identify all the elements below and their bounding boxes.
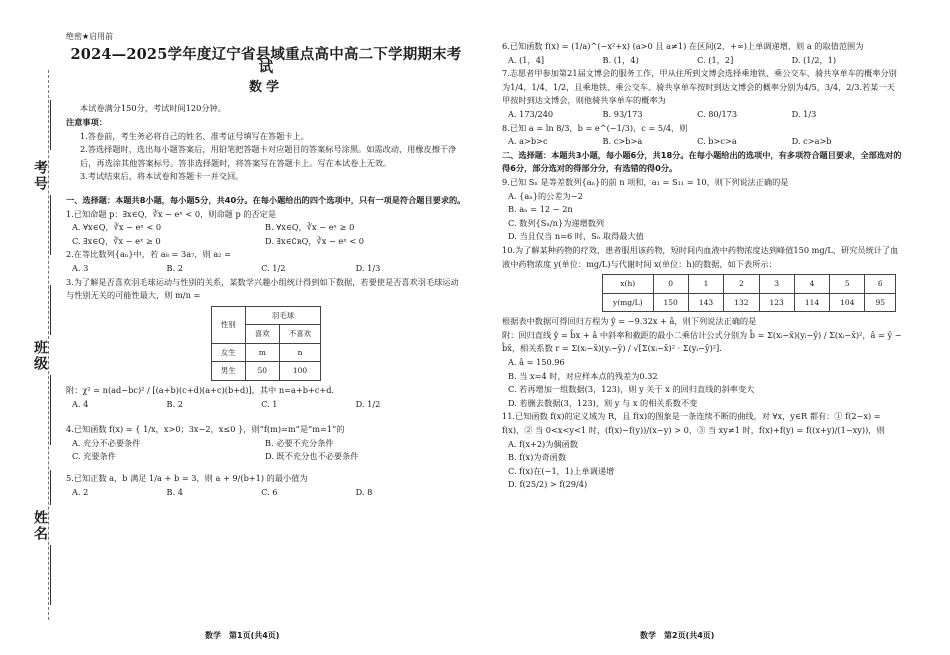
section-2-heading: 二、选择题：本题共3小题，每小题6分，共18分。在每小题给出的选项中，有多项符合题目要求，全部选对的得6分，部分选对的得部分分，有选错的得0分。 bbox=[502, 149, 902, 174]
q9-options bbox=[502, 190, 902, 244]
q2-option-d: D. 1/3 bbox=[355, 262, 381, 273]
q5-options bbox=[66, 486, 466, 500]
q11-stem: 11.已知函数 f(x)的定义域为 R，且 f(x)的图象是一条连续不断的曲线，对 ∀x，y∈R 都有：① f(2−x) = f(x)，② 当 0<x<y<1 时，(f(x)−f(y))/(x−y) > 0，③ 当 xy≠1 时，f(x)+f(y) = f((x+y)/(1−xy))，则 bbox=[502, 411, 885, 436]
kaohao-line-top bbox=[50, 100, 52, 150]
q4-option-d: D. 既不充分也不必要条件 bbox=[265, 451, 359, 462]
q10-table-x-cell: 0 bbox=[653, 275, 688, 294]
q3-option-b: B. 2 bbox=[166, 398, 183, 409]
section-1-heading: 一、选择题：本题共8小题，每小题5分，共40分。在每小题给出的四个选项中，只有一项是符合题目要求的。 bbox=[66, 194, 466, 205]
q11-option-a: A. f(x+2)为偶函数 bbox=[508, 438, 578, 449]
q10-option-d: D. 若删去数据(3，123)，则 y 与 x 的相关系数不变 bbox=[508, 397, 698, 408]
q10-table-x-cell: 3 bbox=[759, 275, 794, 294]
q11-option-d: D. f(25/2) > f(29/4) bbox=[508, 479, 588, 490]
subject-title: 数学 bbox=[248, 79, 283, 95]
note-3: 3.考试结束后，将本试卷和答题卡一并交回。 bbox=[80, 171, 244, 182]
q6-option-a: A. (1，4] bbox=[508, 54, 545, 65]
footer-page-1: 数学 第1页(共4页) bbox=[205, 631, 280, 640]
q10-table-xlabel: x(h) bbox=[603, 275, 654, 294]
q10-table-x-cell: 5 bbox=[830, 275, 865, 294]
q6-options bbox=[502, 54, 902, 68]
q10-table-x-cell: 1 bbox=[688, 275, 723, 294]
q10-table-x-cell: 4 bbox=[794, 275, 829, 294]
q10-text-3: b̂x̄，相关系数 r = Σ(xᵢ−x̄)(yᵢ−ȳ) / √[Σ(xᵢ−x̄)² · Σ(yᵢ−ȳ)²]. bbox=[502, 343, 722, 354]
q1-stem: 1.已知命题 p：∃x∈Q，∛x − eˣ < 0，则命题 p 的否定是 bbox=[66, 208, 277, 219]
q9-stem: 9.已知 Sₙ 是等差数列{aₙ}的前 n 项和，a₁ = S₁₁ = 10，则下列说法正确的是 bbox=[502, 176, 789, 187]
banji-label: 班级 bbox=[32, 340, 48, 372]
q10-options bbox=[502, 356, 902, 410]
q1-option-d: D. ∃x∈∁ʀQ，∛x − eˣ < 0 bbox=[265, 235, 365, 246]
q4-stem: 4.已知函数 f(x) = { 1/x，x>0；3x−2，x≤0 }，则“f(m)=m”是“m=1”的 bbox=[66, 424, 345, 435]
q11-options bbox=[502, 438, 902, 492]
q3-table bbox=[211, 306, 322, 381]
q3-option-d: D. 1/2 bbox=[355, 398, 381, 409]
q3-stem: 3.为了解是否喜欢羽毛球运动与性别的关系，某数学兴趣小组统计得到如下数据，若要使是否喜欢羽毛球运动与性别无关的可能性最大，则 m/n = bbox=[66, 276, 459, 301]
q3-options bbox=[66, 398, 466, 412]
q5-option-c: C. 6 bbox=[261, 486, 278, 497]
q6-option-d: D. (1/2，1) bbox=[791, 54, 837, 65]
q3-table-cell: m bbox=[245, 343, 279, 362]
q8-option-a: A. a>b>c bbox=[508, 136, 548, 147]
q10-table-y-cell: 123 bbox=[759, 293, 794, 312]
q4-option-c: C. 充要条件 bbox=[72, 451, 116, 462]
q3-table-header-dislike: 不喜欢 bbox=[279, 325, 321, 344]
q6-option-b: B. (1，4) bbox=[602, 54, 639, 65]
note-1: 1.答卷前，考生务必将自己的姓名、准考证号填写在答题卡上。 bbox=[80, 130, 309, 141]
banji-line-top bbox=[50, 285, 52, 335]
q10-table-y-cell: 104 bbox=[830, 293, 865, 312]
q9-option-d: D. 当且仅当 n=6 时，Sₙ 取得最大值 bbox=[508, 231, 644, 242]
q2-option-a: A. 3 bbox=[72, 262, 89, 273]
q10-stem: 10.为了解某种药物的疗效，患者服用该药物，短时间内血液中药物浓度达到峰值150 mg/L，研究员统计了血液中药物浓度 y(单位：mg/L)与代谢时间 x(单位：h)的数据，如下表所示： bbox=[502, 244, 899, 269]
q10-table-y-cell: 114 bbox=[794, 293, 829, 312]
xingming-line-top bbox=[50, 470, 52, 505]
banji-line-bottom bbox=[50, 375, 52, 445]
q5-stem: 5.已知正数 a，b 满足 1/a + b = 3，则 a + 9/(b+1) 的最小值为 bbox=[66, 473, 308, 484]
q10-table-ylabel: y(mg/L) bbox=[603, 293, 654, 312]
q10-table-y-cell: 95 bbox=[865, 293, 896, 312]
q9-option-b: B. aₙ = 12 − 2n bbox=[508, 204, 573, 215]
q2-stem: 2.在等比数列{aₙ}中，若 a₈ = 3a₇，则 a₂ = bbox=[66, 249, 231, 260]
q3-table-cell: 100 bbox=[279, 362, 321, 381]
q10-table-x-cell: 2 bbox=[724, 275, 759, 294]
q2-options bbox=[66, 262, 466, 276]
q7-option-b: B. 93/173 bbox=[602, 108, 643, 119]
q7-options bbox=[502, 108, 902, 122]
q3-table-header-badminton: 羽毛球 bbox=[245, 306, 321, 325]
q3-formula: 附：χ² = n(ad−bc)² / [(a+b)(c+d)(a+c)(b+d)]，其中 n=a+b+c+d. bbox=[66, 385, 335, 396]
q8-options bbox=[502, 135, 902, 149]
q10-option-c: C. 若再增加一组数据(3，123)，则 y 关于 x 的回归直线的斜率变大 bbox=[508, 384, 755, 395]
q1-options bbox=[66, 221, 466, 248]
q1-option-a: A. ∀x∈Q，∛x − eˣ < 0 bbox=[72, 222, 162, 233]
kaohao-label: 考号 bbox=[32, 160, 48, 192]
exam-title: 2024—2025学年度辽宁省县域重点高中高二下学期期末考试 bbox=[70, 45, 462, 77]
q4-option-b: B. 必要不充分条件 bbox=[265, 437, 334, 448]
q8-option-c: C. b>c>a bbox=[697, 136, 737, 147]
q10-table-y-cell: 143 bbox=[688, 293, 723, 312]
q5-option-a: A. 2 bbox=[72, 486, 89, 497]
q2-option-b: B. 2 bbox=[166, 262, 183, 273]
q9-option-a: A. {aₙ}的公差为−2 bbox=[508, 190, 583, 201]
q10-table-x-cell: 6 bbox=[865, 275, 896, 294]
q3-table-cell: 女生 bbox=[211, 343, 245, 362]
q3-table-cell: 50 bbox=[245, 362, 279, 381]
q3-table-header-like: 喜欢 bbox=[245, 325, 279, 344]
q10-table-y-cell: 150 bbox=[653, 293, 688, 312]
q5-option-b: B. 4 bbox=[166, 486, 183, 497]
q3-table-header-gender: 性别 bbox=[211, 306, 245, 343]
q8-stem: 8.已知 a = ln 8/3，b = e^(−1/3)，c = 5/4，则 bbox=[502, 122, 688, 133]
q7-option-a: A. 173/240 bbox=[508, 108, 554, 119]
q8-option-d: D. c>a>b bbox=[791, 136, 832, 147]
q10-text-1: 根据表中数据可得回归方程为 ŷ = −9.32x + â，则下列说法正确的是 bbox=[502, 316, 757, 327]
q2-option-c: C. 1/2 bbox=[261, 262, 286, 273]
q1-option-c: C. ∃x∈Q，∛x − eˣ ≥ 0 bbox=[72, 235, 161, 246]
q3-option-a: A. 4 bbox=[72, 398, 89, 409]
q4-option-a: A. 充分不必要条件 bbox=[72, 437, 141, 448]
notes-title: 注意事项： bbox=[66, 116, 107, 127]
q4-options bbox=[66, 437, 466, 464]
q10-table-y-cell: 132 bbox=[724, 293, 759, 312]
q3-table-cell: n bbox=[279, 343, 321, 362]
q7-stem: 7.志愿者甲参加第21届文博会的服务工作，甲从住所到文博会选择乘地铁、乘公交车、骑共享单车的概率分别为1/4，1/4，1/2，且乘地铁、乘公交车、骑共享单车按时到达文博会的概率分别为4/5，3/4，2/3.若某一天甲按时到达文博会，则他骑共享单车的概率为 bbox=[502, 68, 897, 106]
q7-option-c: C. 80/173 bbox=[697, 108, 738, 119]
secret-mark: 绝密★启用前 bbox=[66, 32, 114, 41]
xingming-label: 姓名 bbox=[32, 510, 48, 542]
intro-line: 本试卷满分150分，考试时间120分钟。 bbox=[80, 103, 226, 114]
q10-text-2: 附：回归直线 ŷ = b̂x + â 中斜率和截距的最小二乘估计公式分别为 b̂ = Σ(xᵢ−x̄)(yᵢ−ȳ) / Σ(xᵢ−x̄)²，â = ȳ − bbox=[502, 329, 902, 340]
note-2: 2.答选择题时，选出每小题答案后，用铅笔把答题卡对应题目的答案标号涂黑。如需改动，用橡皮擦干净后，再选涂其他答案标号。答非选择题时，将答案写在答题卡上。写在本试卷上无效。 bbox=[80, 144, 457, 168]
kaohao-line-bottom bbox=[50, 195, 52, 255]
footer-page-2: 数学 第2页(共4页) bbox=[640, 631, 715, 640]
q11-option-b: B. f(x)为奇函数 bbox=[508, 452, 567, 463]
right-column bbox=[502, 40, 902, 492]
q11-option-c: C. f(x)在(−1，1)上单调递增 bbox=[508, 465, 615, 476]
left-column bbox=[66, 30, 466, 499]
xingming-line-bottom bbox=[50, 545, 52, 605]
q9-option-c: C. 数列{Sₙ/n}为递增数列 bbox=[508, 217, 605, 228]
q10-option-a: A. â = 150.96 bbox=[508, 357, 565, 368]
q3-table-cell: 男生 bbox=[211, 362, 245, 381]
q6-stem: 6.已知函数 f(x) = (1/a)^(−x²+x) (a>0 且 a≠1) 在区间(2，+∞)上单调递增，则 a 的取值范围为 bbox=[502, 41, 864, 51]
q10-table bbox=[602, 274, 896, 312]
q5-option-d: D. 8 bbox=[355, 486, 373, 497]
q7-option-d: D. 1/3 bbox=[791, 108, 817, 119]
q8-option-b: B. c>b>a bbox=[602, 136, 643, 147]
q10-option-b: B. 当 x=4 时，对应样本点的残差为0.32 bbox=[508, 370, 658, 381]
q1-option-b: B. ∀x∈Q，∛x − eˣ ≥ 0 bbox=[265, 222, 355, 233]
q6-option-c: C. (1，2] bbox=[697, 54, 734, 65]
binding-margin bbox=[0, 0, 58, 655]
q3-option-c: C. 1 bbox=[261, 398, 278, 409]
